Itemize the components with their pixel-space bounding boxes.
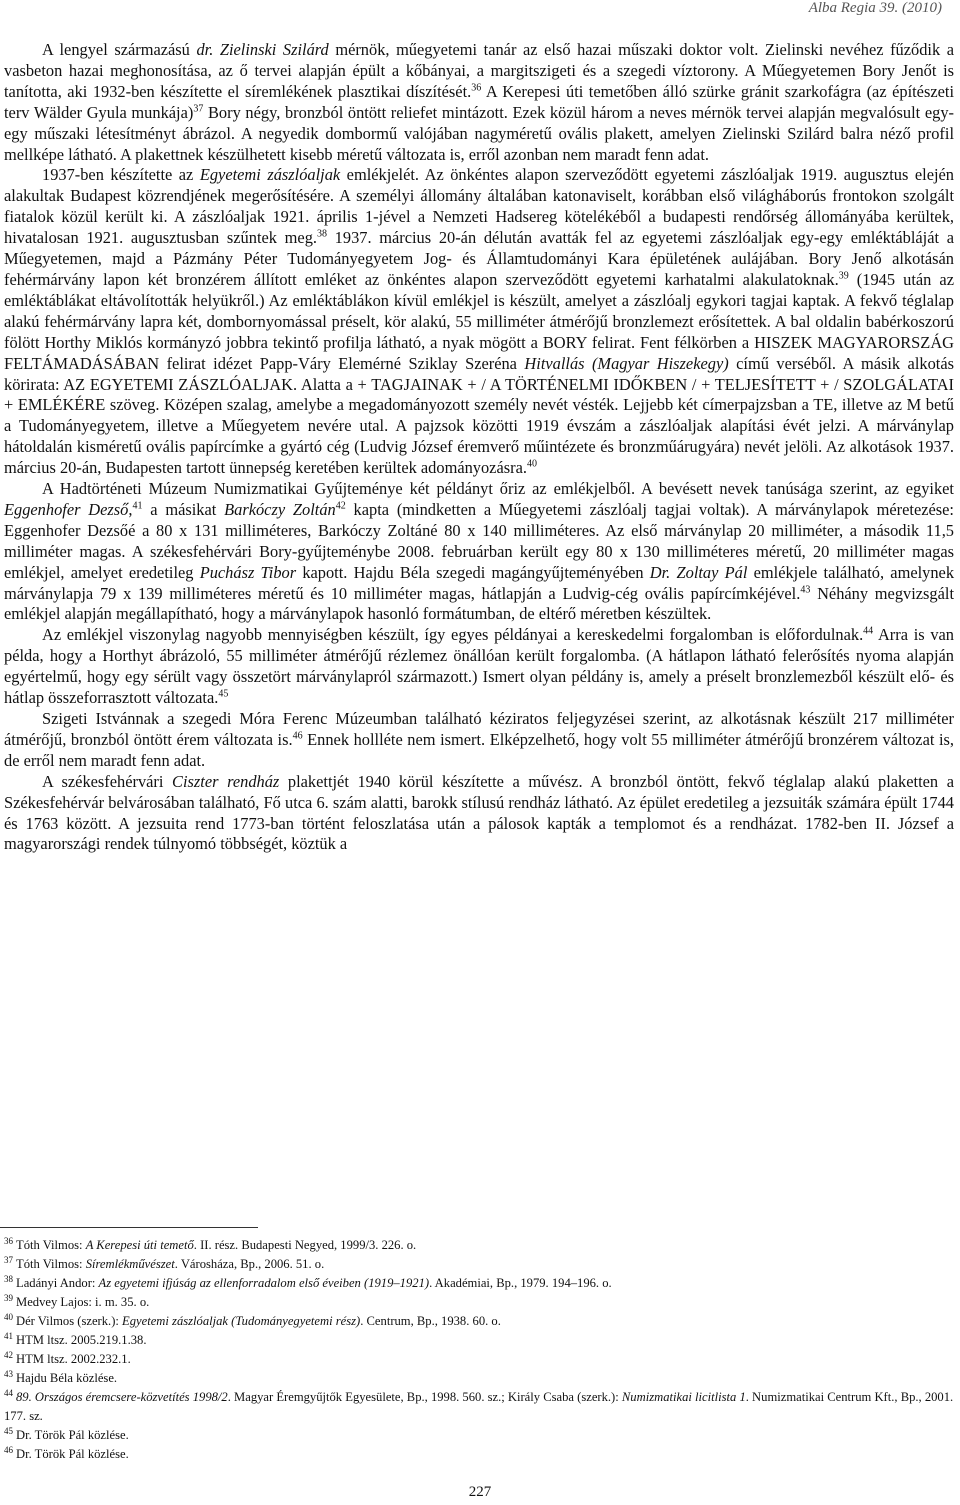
footnotes bbox=[4, 1236, 954, 1464]
text-run: , bbox=[128, 499, 133, 519]
footnote-number: 45 bbox=[4, 1425, 13, 1436]
footnote-number: 42 bbox=[4, 1349, 13, 1360]
footnote bbox=[4, 1369, 954, 1388]
italic-text: Síremlékművészet bbox=[85, 1257, 175, 1271]
italic-text: Egyetemi zászlóaljak (Tudományegyetemi rész) bbox=[122, 1314, 361, 1328]
text-run: emlékjelét. Az önkéntes alapon szerveződött egyetemi zászlóaljak 1919. augusztus elején alakultak Budapest közrendjének megerősítésére. A személyi állomány általában katonaviselt, korábban első világháborús frontokon szolgált fiatalok közül került ki. A zászlóaljak 1921. április 1-jével a Nemzeti Hadsereg kötelékéből a budapesti rendőrség állományába kerültek, hivatalosan 1921. augusztusban szűntek meg. bbox=[4, 165, 954, 248]
text-run: A Hadtörténeti Múzeum Numizmatikai Gyűjteménye két példányt őriz az emlékjelből. A bevésett nevek tanúsága szerint, az egyiket bbox=[42, 479, 954, 499]
italic-text: Puchász Tibor bbox=[199, 562, 297, 582]
footnote-ref: 42 bbox=[335, 500, 346, 512]
paragraph bbox=[4, 625, 954, 709]
text-run: Hajdu Béla közlése. bbox=[16, 1371, 118, 1385]
text-run: 1937. március 20-án délután avatták fel az egyetemi zászlóaljak egy-egy emléktábláját a Műegyetemen, majd a Pázmány Péter Tudományegyetem Jog- és Államtudományi Kara épületének aulájában. Bory Jenő alkotásán fehérmárvány lapon két bronzérem állított emléket az önkéntes alapon szerveződött egyetemi karhatalmi alakulatoknak. bbox=[4, 228, 954, 289]
text-run: Ladányi Andor: bbox=[16, 1276, 99, 1290]
italic-text: Dr. Zoltay Pál bbox=[649, 562, 748, 582]
running-header: Alba Regia 39. (2010) bbox=[808, 0, 942, 16]
text-run: kapott. Hajdu Béla szegedi magángyűjteményében bbox=[296, 562, 650, 582]
text-run: című verséből. A másik alkotás körirata: AZ EGYETEMI ZÁSZLÓALJAK. Alatta a + TAGJAINAK + / A TÖRTÉNELMI IDŐKBEN / + TELJESÍTETT + / SZOLGÁLATAI + EMLÉKÉRE szöveg. Középen szalag, amelybe a megadományozott személy nevét vésték. Lejjebb két címerpajzsban a TE, illetve az M betű a Tudományegyetem, illetve a Műegyetem nevére utal. A pajzsok közötti 1919 évszám a zászlóaljak alapítási évét jelzi. A márványlap hátoldalán kisméretű ovális papírcímke a gyártó cég (Ludvig József éremverő műintézete és bronzműárugyára) nevét jelöli. Az alkotások 1937. március 20-án, Budapesten tartott ünnepség keretében kerültek adományozásra. bbox=[4, 353, 954, 478]
italic-text: Egyetemi zászlóaljak bbox=[199, 165, 341, 185]
paragraph bbox=[4, 479, 954, 625]
text-run: Dr. Török Pál közlése. bbox=[16, 1428, 129, 1442]
text-run: HTM ltsz. 2005.219.1.38. bbox=[16, 1333, 147, 1347]
footnote-ref: 41 bbox=[132, 500, 143, 512]
footnote bbox=[4, 1236, 954, 1255]
footnote-number: 41 bbox=[4, 1330, 13, 1341]
page-number: 227 bbox=[468, 1484, 492, 1500]
italic-text: dr. Zielinski Szilárd bbox=[196, 40, 329, 59]
text-run: . Akadémiai, Bp., 1979. 194–196. o. bbox=[429, 1276, 612, 1290]
footnote-ref: 44 bbox=[863, 625, 874, 637]
text-run: Dr. Török Pál közlése. bbox=[16, 1447, 129, 1461]
text-run: . Magyar Éremgyűjtők Egyesülete, Bp., 1998. 560. sz.; Király Csaba (szerk.): bbox=[227, 1390, 622, 1404]
footnote bbox=[4, 1445, 954, 1464]
footnote bbox=[4, 1331, 954, 1350]
footnote bbox=[4, 1293, 954, 1312]
text-run: kapta (mindketten a Műegyetemi zászlóalj tagjai voltak). A márványlapok méretezése: Eggenhofer Dezsőé a 80 x 131 milliméteres, Barkóczy Zoltáné 80 x 140 milliméteres. Az első márványlap 20 milliméter, a második 11,5 milliméter magas. A székesfehérvári Bory-gyűjteménybe 2008. februárban került egy 80 x 130 milliméteres méretű, 20 milliméter magas emlékjel, amelyet eredetileg bbox=[4, 499, 954, 582]
footnote-ref: 45 bbox=[218, 688, 229, 700]
text-run: Tóth Vilmos: bbox=[16, 1257, 86, 1271]
text-run: . Városháza, Bp., 2006. 51. o. bbox=[174, 1257, 325, 1271]
italic-text: Hitvallás (Magyar Hiszekegy) bbox=[524, 353, 729, 373]
text-run: Ennek hollléte nem ismert. Elképzelhető, hogy volt 55 milliméter átmérőjű bronzérem változat is, de erről nem maradt fenn adat. bbox=[4, 729, 954, 770]
footnote-number: 43 bbox=[4, 1368, 13, 1379]
italic-text: A Kerepesi úti temető bbox=[85, 1238, 194, 1252]
footnote bbox=[4, 1312, 954, 1331]
text-run: . Numizmatikai Centrum Kft., Bp., 2001. 177. sz. bbox=[4, 1390, 954, 1423]
main-text bbox=[4, 40, 954, 855]
text-run: A lengyel származású bbox=[42, 40, 197, 59]
text-run: Arra is van példa, hogy a Horthyt ábrázoló, 55 milliméter átmérőjű rézlemez önállóan került forgalomba. (A hátlapon látható felerősítés nyoma alapján egyértelmű, hogy egy sérült vagy összetört márványlapról származott.) Ismert olyan példány is, amely a préselt bronzlemezből készült elő- és hátlap összeforrasztott változata. bbox=[4, 625, 954, 708]
footnote-ref: 38 bbox=[316, 228, 327, 240]
text-run: 1937-ben készítette az bbox=[42, 165, 200, 185]
italic-text: Az egyetemi ifjúság az ellenforradalom első éveiben (1919–1921) bbox=[98, 1276, 430, 1290]
footnote bbox=[4, 1350, 954, 1369]
italic-text: Ciszter rendház bbox=[172, 771, 280, 791]
paragraph bbox=[4, 165, 954, 479]
footnote bbox=[4, 1274, 954, 1293]
footnote-ref: 36 bbox=[471, 82, 482, 94]
text-run: A székesfehérvári bbox=[42, 771, 173, 791]
footnote-number: 39 bbox=[4, 1292, 13, 1303]
footnote-ref: 40 bbox=[526, 458, 537, 470]
footnote-ref: 43 bbox=[800, 584, 811, 596]
text-run: A Kerepesi úti temetőben álló szürke gránit szarkofágra (az építészeti terv Wälder Gyula munkája) bbox=[4, 81, 954, 122]
footnote-number: 46 bbox=[4, 1444, 13, 1455]
paragraph bbox=[4, 40, 954, 165]
footnote-ref: 37 bbox=[193, 103, 204, 115]
footnote-separator bbox=[0, 1227, 258, 1228]
text-run: Medvey Lajos: i. m. 35. o. bbox=[16, 1295, 150, 1309]
text-run: plakettjét 1940 körül készítette a művész. A bronzból öntött, fekvő téglalap alakú plaketten a Székesfehérvár belvárosában található, Fő utca 6. szám alatti, barokk stílusú rendház látható. Az épület eredetileg a jezsuiták számára épült 1744 és 1763 között. A jezsuita rend 1773-ban történt feloszlatása után a pálosok kapták a templomot és a rendházat. 1782-ben II. József a magyarországi rendek túlnyomó többségét, köztük a bbox=[4, 771, 954, 854]
footnote-number: 44 bbox=[4, 1387, 13, 1398]
footnote bbox=[4, 1255, 954, 1274]
paragraph bbox=[4, 772, 954, 856]
text-run: Dér Vilmos (szerk.): bbox=[16, 1314, 123, 1328]
text-run: Tóth Vilmos: bbox=[16, 1238, 86, 1252]
footnote-ref: 46 bbox=[292, 730, 303, 742]
text-run: . Centrum, Bp., 1938. 60. o. bbox=[360, 1314, 501, 1328]
italic-text: 89. Országos éremcsere-közvetítés 1998/2 bbox=[16, 1390, 228, 1404]
text-run: a másikat bbox=[142, 499, 225, 519]
text-run: . II. rész. Budapesti Negyed, 1999/3. 226. o. bbox=[193, 1238, 417, 1252]
paragraph bbox=[4, 709, 954, 772]
footnote-number: 40 bbox=[4, 1311, 13, 1322]
footnote-number: 37 bbox=[4, 1254, 13, 1265]
footnote bbox=[4, 1388, 954, 1426]
italic-text: Eggenhofer Dezső bbox=[4, 499, 129, 519]
text-run: mérnök, műegyetemi tanár az első hazai műszaki doktor volt. Zielinski nevéhez fűződik a vasbeton hazai meghonosítása, az ő tervei alapján épült a kőbányai, a margitszigeti és a szegedi víztorony. A Műegyetemen Bory Jenőt is tanította, aki 1932-ben készítette el síremlékének plasztikai díszítését. bbox=[4, 40, 954, 101]
text-run: Néhány megvizsgált emlékjel alapján megállapítható, hogy a márványlapok hasonló formátumban, de eltérő méretben készültek. bbox=[4, 583, 955, 624]
footnote-number: 36 bbox=[4, 1235, 13, 1246]
footnote-ref: 39 bbox=[838, 270, 849, 282]
footnote bbox=[4, 1426, 954, 1445]
italic-text: Barkóczy Zoltán bbox=[224, 499, 336, 519]
text-run: HTM ltsz. 2002.232.1. bbox=[16, 1352, 131, 1366]
text-run: emlékjele található, amelynek márványlapja 79 x 139 milliméteres méretű és 10 milliméter magas, hátlapján a Ludvig-cég ovális papírcímkéjével. bbox=[4, 562, 955, 603]
text-run: (1945 után az emléktáblákat eltávolították helyükről.) Az emléktáblákon kívül emlékjel is készült, amelyet a zászlóalj egykori tagjai kaptak. A fekvő téglalap alakú fehérmárvány lapra két, dombornyomással préselt, kör alakú, 55 milliméter átmérőjű bronzlemezt erősítettek. A bal oldalin babérkoszorú fölött Horthy Miklós kormányzó jobbra tekintő profilja látható, a nyak mögött a BORY felirat. Fent félkörben a HISZEK MAGYARORSZÁG FELTÁMADÁSÁBAN felirat idézet Papp-Váry Elemérné Sziklay Szeréna bbox=[4, 269, 954, 373]
italic-text: Numizmatikai licitlista 1 bbox=[621, 1390, 746, 1404]
footnote-number: 38 bbox=[4, 1273, 13, 1284]
text-run: Az emlékjel viszonylag nagyobb mennyiségben készült, így egyes példányai a kereskedelmi forgalomban is előfordulnak. bbox=[42, 625, 864, 645]
text-run: Szigeti Istvánnak a szegedi Móra Ferenc Múzeumban található kéziratos feljegyzései szerint, az alkotásnak készült 217 milliméter átmérőjű, bronzból öntött érem változata is. bbox=[4, 709, 954, 749]
text-run: Bory négy, bronzból öntött reliefet mintázott. Ezek közül három a neves mérnök tervei alapján megvalósult egy-egy műszaki létesítményt ábrázol. A negyedik dombormű valójában nagyméretű ovális plakett, amelyen Zielinski Szilárd balra néző profil mellképe látható. A plakettnek készülhetett kisebb méretű változata is, erről azonban nem maradt fenn adat. bbox=[4, 102, 954, 164]
